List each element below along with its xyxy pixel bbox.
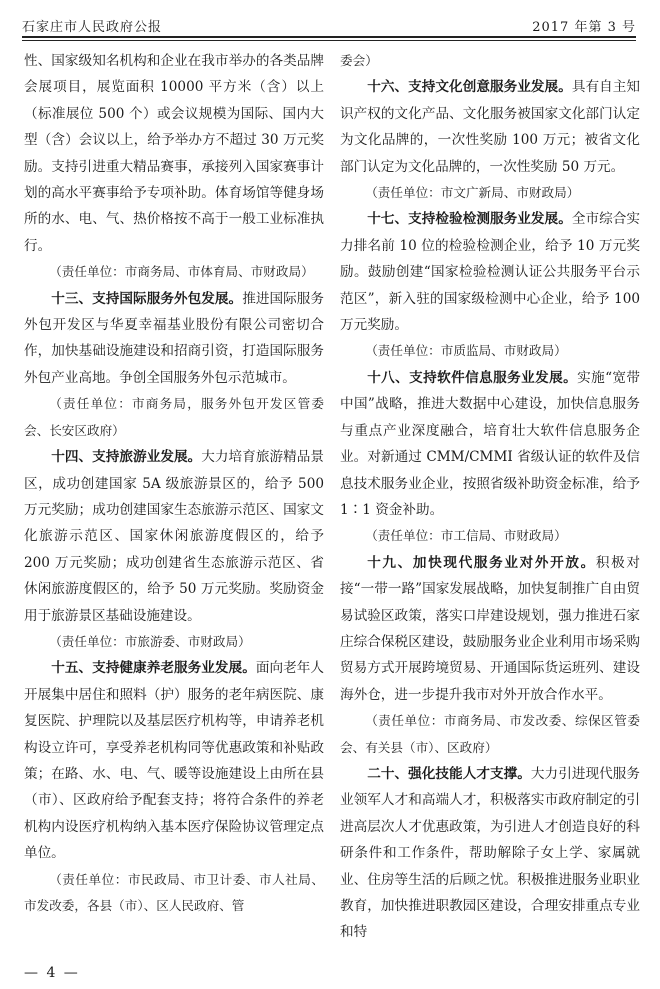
paragraph-text: 具有自主知识产权的文化产品、文化服务被国家文化部门认定为文化品牌的，一次性奖励 100 万元；被省文化部门认定为文化品牌的，一次性奖励 50 万元。 — [340, 79, 641, 175]
paragraph-text: 积极对接“一带一路”国家发展战略，加快复制推广自由贸易试验区政策，落实口岸建设规划，强力推进石家庄综合保税区建设，鼓励服务业企业利用市场采购贸易方式开展跨境贸易、开通国际货运班列、建设海外仓，进一步提升我市对外开放合作水平。 — [340, 554, 641, 703]
journal-title: 石家庄市人民政府公报 — [22, 20, 163, 35]
paragraph — [24, 48, 324, 259]
policy-heading: 十四、支持旅游业发展。 — [51, 449, 202, 466]
responsible-units — [24, 867, 324, 920]
policy-paragraph — [340, 74, 640, 180]
paragraph-text: 大力培育旅游精品景区，成功创建国家 5A 级旅游景区的，给予 500 万元奖励；成功创建国家生态旅游示范区、国家文化旅游示范区、国家休闲旅游度假区的，给予 200 万元奖励；成功创建省生态旅游示范区、省休闲旅游度假区的，给予 50 万元奖励。奖励资金用于旅游景区基础设施建设。 — [24, 449, 325, 624]
paragraph-text: （责任单位：市商务局，服务外包开发区管委会、长安区政府） — [24, 396, 324, 438]
responsible-units — [340, 523, 640, 549]
paragraph-text: 大力引进现代服务业领军人才和高端人才，积极落实市政府制定的引进高层次人才优惠政策，为引进人才创造良好的科研条件和工作条件，帮助解除子女上学、家属就业、住房等生活的后顾之忧。积极推进服务业职业教育，加快推进职教园区建设，合理安排重点专业和特 — [340, 765, 641, 941]
responsible-units — [340, 708, 640, 761]
issue-number: 2017 年第 3 号 — [532, 20, 636, 35]
responsible-units — [24, 391, 324, 444]
header-rule-thin — [22, 40, 636, 41]
responsible-units — [340, 338, 640, 364]
paragraph-text: （责任单位：市质监局、市财政局） — [365, 343, 567, 359]
paragraph-text: 全市综合实力排名前 10 位的检验检测企业，给予 10 万元奖励。鼓励创建“国家检验检测认证公共服务平台示范区”，新入驻的国家级检测中心企业，给予 100 万元奖励。 — [340, 211, 641, 334]
paragraph-text: 实施“宽带中国”战略，推进大数据中心建设，加快信息服务与重点产业深度融合，培育壮大软件信息服务企业。对新通过 CMM/CMMI 省级认证的软件及信息技术服务业企业，按照省级补助资金标准，给予 1∶1 资金补助。 — [340, 369, 640, 518]
paragraph-text: 推进国际服务外包开发区与华夏幸福基业股份有限公司密切合作，加快基础设施建设和招商引资，打造国际服务外包产业高地。争创全国服务外包示范城市。 — [24, 290, 325, 386]
paragraph-text: （责任单位：市商务局、市发改委、综保区管委会、有关县（市）、区政府） — [340, 713, 640, 755]
paragraph-text: （责任单位：市旅游委、市财政局） — [49, 633, 251, 649]
paragraph-text: （责任单位：市商务局、市体育局、市财政局） — [49, 264, 314, 280]
header-rule-thick — [22, 36, 636, 38]
paragraph-text: 委会） — [340, 53, 378, 68]
responsible-units — [340, 48, 640, 74]
policy-paragraph — [340, 365, 640, 523]
responsible-units — [24, 259, 324, 285]
right-column — [340, 48, 640, 949]
policy-paragraph — [340, 761, 640, 946]
paragraph-text: 面向老年人开展集中居住和照料（护）服务的老年病医院、康复医院、护理院以及基层医疗机构等，申请养老机构设立许可，享受养老机构同等优惠政策和补贴政策；在路、水、电、气、暖等设施建设上由所在县（市）、区政府给予配套支持；将符合条件的养老机构内设医疗机构纳入基本医疗保险协议管理定点单位。 — [24, 660, 325, 862]
responsible-units — [340, 180, 640, 206]
left-column — [24, 48, 324, 949]
page-number: — 4 — — [24, 965, 80, 981]
policy-paragraph — [24, 444, 324, 629]
policy-heading: 十六、支持文化创意服务业发展。 — [367, 79, 572, 96]
policy-paragraph — [24, 286, 324, 392]
paragraph-text: （责任单位：市工信局、市财政局） — [365, 528, 567, 544]
policy-heading: 十九、加快现代服务业对外开放。 — [367, 554, 596, 571]
policy-paragraph — [340, 206, 640, 338]
policy-heading: 十五、支持健康养老服务业发展。 — [51, 660, 256, 677]
paragraph-text: （责任单位：市文广新局、市财政局） — [365, 185, 580, 201]
policy-heading: 十八、支持软件信息服务业发展。 — [367, 369, 578, 386]
policy-paragraph — [24, 655, 324, 866]
responsible-units — [24, 629, 324, 655]
paragraph-text: （责任单位：市民政局、市卫计委、市人社局、市发改委，各县（市）、区人民政府、管 — [24, 871, 324, 913]
paragraph-text: 性、国家级知名机构和企业在我市举办的各类品牌会展项目，展览面积 10000 平方米（含）以上（标准展位 500 个）或会议规模为国际、国内大型（含）会议以上，给予举办方不超过 30 万元奖励。支持引进重大精品赛事，承接列入国家赛事计划的高水平赛事给予专项补助。体育场馆等健身场所的水、电、气、热价格按不高于一般工业标准执行。 — [24, 53, 324, 254]
policy-heading: 十七、支持检验检测服务业发展。 — [367, 211, 572, 228]
policy-heading: 二十、强化技能人才支撑。 — [367, 765, 531, 782]
policy-paragraph — [340, 550, 640, 708]
policy-heading: 十三、支持国际服务外包发展。 — [51, 290, 243, 307]
